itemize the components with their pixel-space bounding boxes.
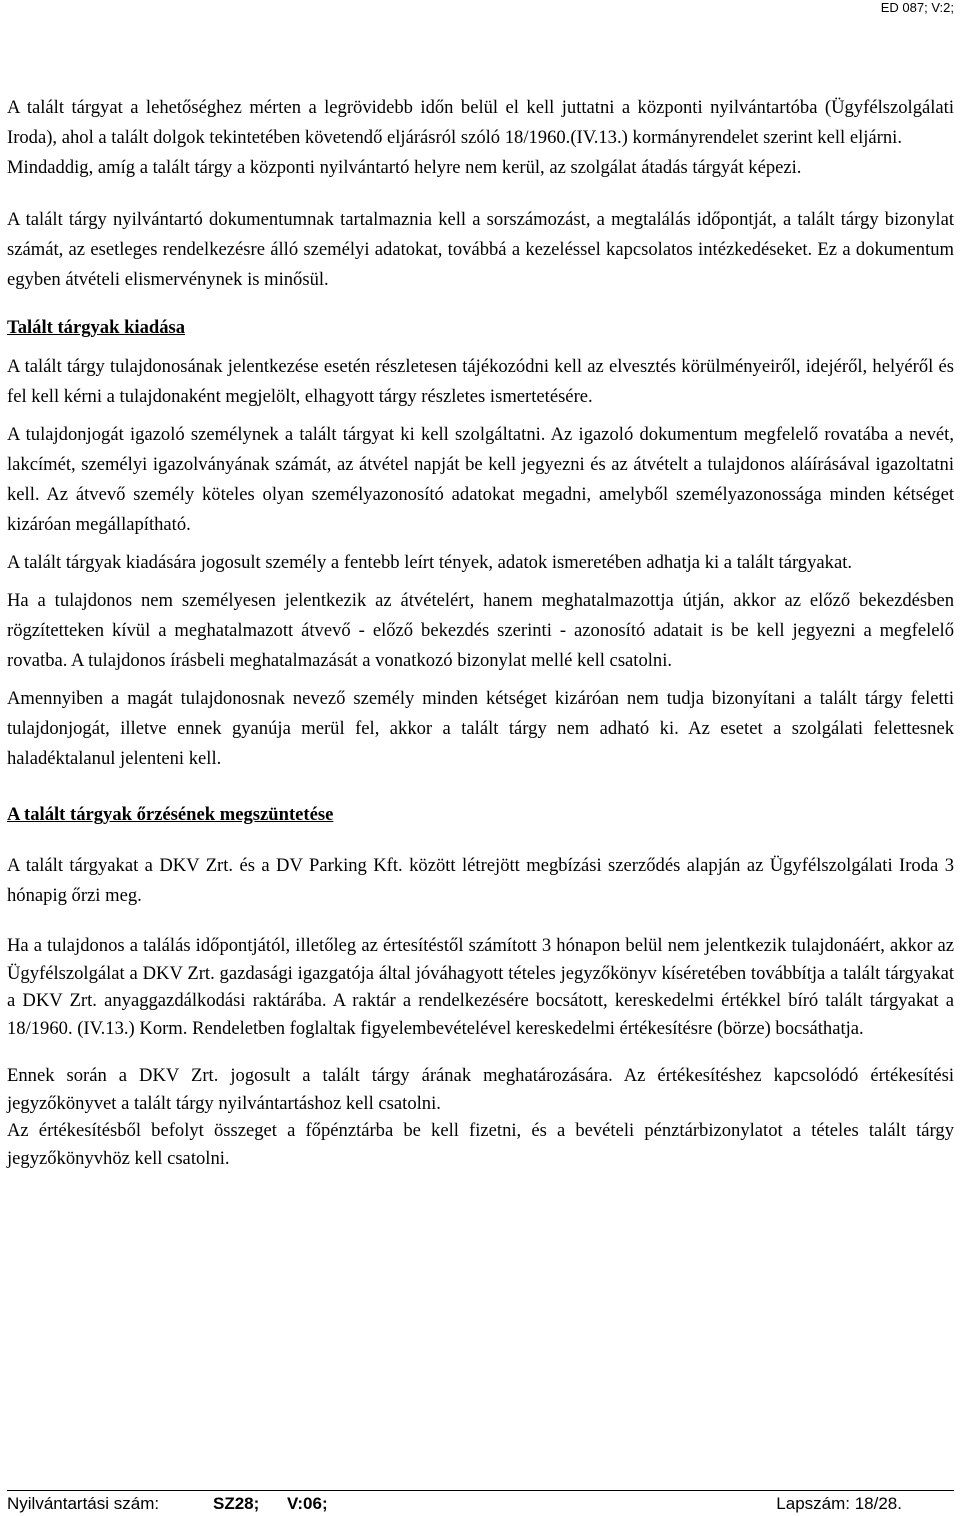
paragraph-pricing: Ennek során a DKV Zrt. jogosult a talált tárgy árának meghatározására. Az értékesítéshez kapcsolódó értékesítési jegyzőkönyvet a talált tárgy nyilvántartáshoz kell csatolni. <box>7 1065 954 1114</box>
paragraph-owner-inquiry: A talált tárgy tulajdonosának jelentkezése esetén részletesen tájékozódni kell az elvesztés körülményeiről, idejéről, helyéről és fel kell kérni a tulajdonaként megjelölt, elhagyott tárgy részletes ismertetésére. <box>7 356 954 407</box>
paragraph-unclaimed-items: Ha a tulajdonos a találás időpontjától, illetőleg az értesítéstől számított 3 hónapon belül nem jelentkezik tulajdonáért, akkor az Ügyfélszolgálat a DKV Zrt. gazdasági igazgatója által jóváhagyott tételes jegyzőkönyv kíséretében továbbítja a talált tárgyakat a DKV Zrt. anyaggazdálkodási raktárába. A raktár a rendelkezésére bocsátott, kereskedelmi értékkel bíró talált tárgyakat a 18/1960. (IV.13.) Korm. Rendeletben foglaltak figyelembevételével kereskedelmi értékesítésre (börze) bocsáthatja. <box>7 935 954 1039</box>
paragraph-delivery-to-registry: A talált tárgyat a lehetőséghez mérten a legrövidebb időn belül el kell juttatni a központi nyilvántartóba (Ügyfélszolgálati Iroda), ahol a talált dolgok tekintetében követendő eljárásról szóló 18/1960.(IV.13.) kormányrendelet szerint kell eljárni. <box>7 97 954 148</box>
section-heading-release: Talált tárgyak kiadása <box>7 317 186 338</box>
document-body <box>7 93 954 1172</box>
page-number: Lapszám: 18/28. <box>776 1494 902 1513</box>
paragraph-sales-proceeds: Az értékesítésből befolyt összeget a főpénztárba be kell fizetni, és a bevételi pénztárbizonylatot a tételes talált tárgy jegyzőkönyvhöz kell csatolni. <box>7 1120 954 1169</box>
footer-divider <box>7 1490 954 1491</box>
registry-number: SZ28; <box>213 1494 260 1513</box>
paragraph-handover: Mindaddig, amíg a talált tárgy a központi nyilvántartó helyre nem kerül, az szolgálat átadás tárgyát képezi. <box>7 157 802 178</box>
paragraph-storage-period: A talált tárgyakat a DKV Zrt. és a DV Parking Kft. között létrejött megbízási szerződés alapján az Ügyfélszolgálati Iroda 3 hónapig őrzi meg. <box>7 855 954 906</box>
paragraph-proxy-collection: Ha a tulajdonos nem személyesen jelentkezik az átvételért, hanem meghatalmazottja útján, akkor az előző bekezdésben rögzítetteken kívül a meghatalmazott átvevő - előző bekezdés szerinti - azonosító adatait is be kell jegyezni a megfelelő rovatba. A tulajdonos írásbeli meghatalmazását a vonatkozó bizonylat mellé kell csatolni. <box>7 590 954 671</box>
document-code: ED 087; V:2; <box>880 0 954 15</box>
registry-label: Nyilvántartási szám: <box>7 1494 160 1513</box>
paragraph-authorized-person: A talált tárgyak kiadására jogosult személy a fentebb leírt tények, adatok ismeretében adhatja ki a talált tárgyakat. <box>7 552 853 573</box>
paragraph-owner-identification: A tulajdonjogát igazoló személynek a talált tárgyat ki kell szolgáltatni. Az igazoló dokumentum megfelelő rovatába a nevét, lakcímét, személyi igazolványának számát, az átvétel napját be kell jegyezni és az átvételt a tulajdonos aláírásával igazoltatni kell. Az átvevő személy köteles olyan személyazonosító adatokat megadni, amelyből személyazonossága minden kétséget kizáróan megállapítható. <box>7 424 954 535</box>
paragraph-disputed-ownership: Amennyiben a magát tulajdonosnak nevező személy minden kétséget kizáróan nem tudja bizonyítani a talált tárgy feletti tulajdonjogát, illetve ennek gyanúja merül fel, akkor a talált tárgy nem adható ki. Az esetet a szolgálati felettesnek haladéktalanul jelenteni kell. <box>7 688 954 769</box>
version-number: V:06; <box>287 1494 328 1513</box>
section-heading-storage-end: A talált tárgyak őrzésének megszüntetése <box>7 804 334 825</box>
paragraph-registry-document: A talált tárgy nyilvántartó dokumentumnak tartalmaznia kell a sorszámozást, a megtalálás időpontját, a talált tárgy bizonylat számát, az esetleges rendelkezésre álló személyi adatokat, továbbá a kezeléssel kapcsolatos intézkedéseket. Ez a dokumentum egyben átvételi elismervénynek is minősül. <box>7 209 954 290</box>
page-footer <box>7 1493 954 1515</box>
